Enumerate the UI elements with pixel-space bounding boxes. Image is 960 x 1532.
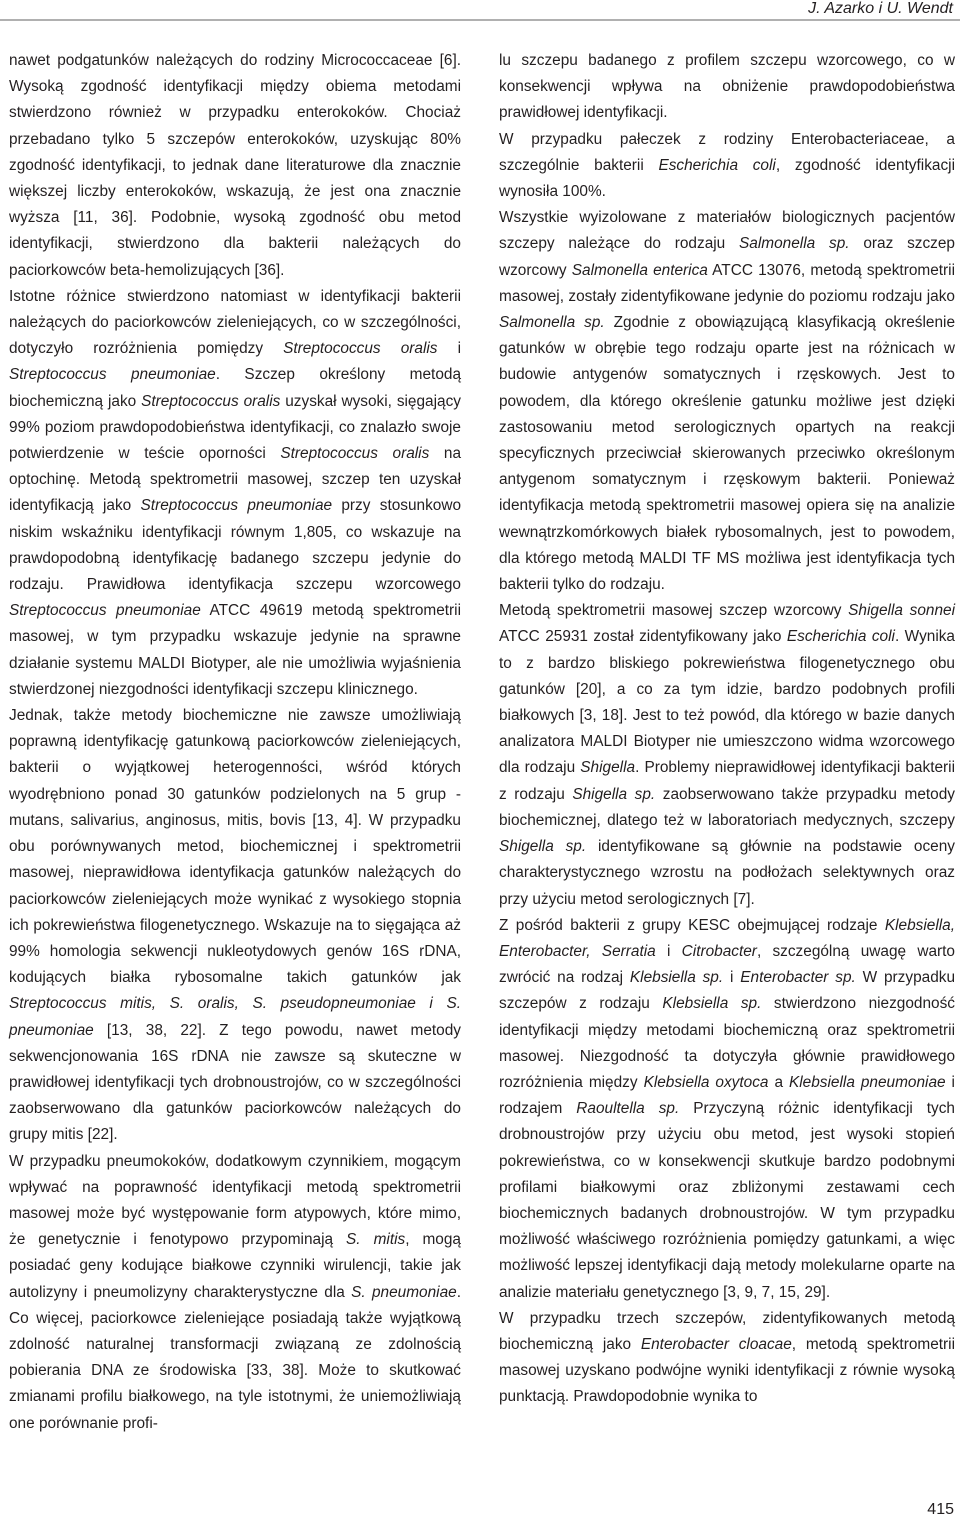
text-run: ATCC 49619 metodą spektrometrii masowej, w tym przypadku wskazuje jedynie na sprawne działanie systemu MALDI Biotyper, ale nie umożliwia wyjaśnienia stwierdzonej niezgodności identyfikacji szczepu klinicznego. — [9, 602, 461, 698]
text-run: Istotne różnice stwierdzono natomiast w identyfikacji bakterii należących do paciorkowców zieleniejących, co w szczególności, dotyczyło rozróżnienia pomiędzy — [9, 287, 461, 358]
italic-text-run: Klebsiella oxytoca — [643, 1073, 769, 1091]
paragraph — [499, 127, 955, 206]
running-head-authors: J. Azarko i U. Wendt — [808, 0, 953, 17]
text-run: identyfikowane są głównie na podstawie oceny charakterystycznego wzrostu na podłożach selektywnych oraz przy użyciu metod serologicznych [7]. — [499, 838, 955, 908]
text-run: . Co więcej, paciorkowce zieleniejące posiadają także wyjątkową zdolność naturalnej transformacji związaną ze zdolnością pobierania DNA ze środowiska [33, 38]. Może to skutkować zmianami profilu białkowego, na tyle istotnymi, że uniemożliwiają one porównanie profi- — [9, 1283, 461, 1432]
text-run: i — [437, 340, 461, 358]
italic-text-run: Streptococcus oralis — [283, 340, 438, 358]
italic-text-run: Salmonella enterica — [571, 261, 708, 279]
italic-text-run: Escherichia coli — [786, 628, 895, 646]
text-run: Zgodnie z obowiązującą klasyfikacją określenie gatunków w obrębie tego rodzaju oparte jest na różnicach w budowie antygenów somatycznych i rzęskowych. Jest to powodem, dla którego określenie gatunku możliwe jest dzięki zastosowaniu metod serologicznych opartych na reakcji specyficznych przeciwciał skierowanych przeciwko określonym antygenom somatycznym i rzęskowym bakterii. Ponieważ identyfikacja metodą spektrometrii masowej opiera się na analizie wewnątrzkomórkowych białek rybosomalnych, jest to powodem, dla którego metodą MALDI TF MS możliwa jest identyfikacja tych bakterii tylko do rodzaju. — [499, 314, 956, 594]
text-run: W przypadku pneumokoków, dodatkowym czynnikiem, mogącym wpływać na poprawność identyfikacji metodą spektrometrii masowej może być występowanie form atypowych, które mimo, że genetycznie i fenotypowo przypominają — [9, 1152, 461, 1249]
text-run: [13, 38, 22]. Z tego powodu, nawet metody sekwencjonowania 16S rDNA nie zawsze są skuteczne w prawidłowej identyfikacji tych drobnoustrojów, co w szczególności zaobserwowano dla gatunków paciorkowców należących do grupy mitis [22]. — [9, 1021, 461, 1144]
paragraph — [9, 284, 461, 703]
paragraph — [499, 598, 955, 912]
text-run: ATCC 25931 został zidentyfikowany jako — [499, 628, 787, 646]
italic-text-run: Streptococcus mitis, S. oralis, S. pseudopneumoniae i S. pneumoniae — [9, 995, 461, 1039]
text-run: . Wynika to z bardzo bliskiego pokrewieństwa filogenetycznego obu gatunków [20], a co za tym idzie, bardzo podobnych profili białkowych [3, 18]. Jest to też powód, dla którego w bazie danych analizatora MALDI Biotyper nie umieszczono widma wzorcowego dla rodzaju — [499, 628, 955, 777]
italic-text-run: Shigella — [580, 759, 636, 777]
text-run: i — [655, 942, 682, 960]
text-run: , zgodność identyfikacji wynosiła 100%. — [499, 156, 955, 201]
italic-text-run: S. mitis — [346, 1231, 406, 1249]
italic-text-run: Streptococcus pneumoniae — [9, 602, 201, 620]
italic-text-run: Shigella sp. — [499, 838, 587, 856]
text-run: Z pośród bakterii z grupy KESC obejmującej rodzaje — [499, 916, 885, 934]
italic-text-run: Klebsiella sp. — [662, 995, 762, 1013]
left-text-column — [9, 48, 461, 1437]
italic-text-run: Klebsiella, Enterobacter, Serratia — [499, 916, 955, 960]
text-run: a — [768, 1073, 789, 1091]
paragraph — [9, 703, 461, 1148]
text-run: lu szczepu badanego z profilem szczepu wzorcowego, co w konsekwencji wpływa na obniżenie prawdopodobieństwa prawidłowej identyfikacji. — [499, 52, 955, 122]
italic-text-run: Klebsiella sp. — [629, 969, 724, 987]
right-text-column — [499, 48, 955, 1411]
paragraph — [499, 205, 955, 598]
text-run: oraz szczep wzorcowy — [499, 235, 955, 279]
text-run: nawet podgatunków należących do rodziny Micrococcaceae [6]. Wysoką zgodność identyfikacji między obiema metodami stwierdzono również w przypadku enterokoków. Chociaż przebadano tylko 5 szczepów enterokoków, uzyskując 80% zgodność identyfikacji, to jednak dane literaturowe dla znacznie większej liczby enterokoków, wskazują, że jest ona znacznie wyższa [11, 36]. Podobnie, wysoką zgodność obu metod identyfikacji, stwierdzono dla bakterii należących do paciorkowców beta-hemolizujących [36]. — [9, 52, 461, 279]
text-run: W przypadku szczepów z rodzaju — [499, 969, 956, 1013]
text-run: Jednak, także metody biochemiczne nie zawsze umożliwiają poprawną identyfikację gatunkową paciorkowców zieleniejących, bakterii o wyjątkowej heterogenności, wśród których wyodrębniono ponad 30 gatunków podzielonych na 5 grup - mutans, salivarius, anginosus, mitis, bovis [13, 4]. W przypadku obu porównywanych metod, biochemicznej i spektrometrii masowej, nieprawidłowa identyfikacja gatunków należących do paciorkowców zieleniejących może wynikać z wysokiego stopnia ich pokrewieństwa filogenetycznego. Wskazuje na to sięgająca aż 99% homologia sekwencji nukleotydowych genów 16S rDNA, kodujących białka rybosomalne takich gatunków jak — [9, 707, 461, 987]
paragraph — [9, 1149, 461, 1437]
italic-text-run: Raoultella sp. — [576, 1100, 680, 1118]
italic-text-run: Klebsiella pneumoniae — [789, 1073, 946, 1091]
text-run: zaobserwowano także przypadku metody biochemicznej, dlatego też w laboratoriach medycznych, szczepy — [499, 785, 955, 829]
paragraph — [499, 48, 955, 127]
text-run: , metodą spektrometrii masowej uzyskano podwójne wyniki identyfikacji z równie wysoką punktacją. Prawdopodobnie wynika to — [499, 1335, 956, 1406]
text-run: i — [723, 969, 741, 987]
text-run: Wszystkie wyizolowane z materiałów biologicznych pacjentów szczepy należące do rodzaju — [499, 209, 955, 253]
italic-text-run: Streptococcus oralis — [280, 445, 430, 463]
paragraph — [9, 48, 461, 284]
italic-text-run: Streptococcus pneumoniae — [9, 366, 216, 384]
running-head — [0, 0, 960, 19]
page-number: 415 — [927, 1501, 954, 1518]
text-run: W przypadku pałeczek z rodziny Enterobacteriaceae, a szczególnie bakterii — [499, 130, 955, 174]
paragraph — [499, 913, 955, 1306]
italic-text-run: Shigella sp. — [572, 785, 656, 803]
text-run: na optochinę. Metodą spektrometrii masowej, szczep ten uzyskał identyfikacją jako — [9, 445, 462, 515]
text-run: Przyczyną różnic identyfikacji tych drobnoustrojów przy użyciu obu metod, jest wysoki stopień pokrewieństwa, co w konsekwencji skutkuje bardzo podobnymi profilami białkowymi oraz zbliżonymi zestawami cech biochemicznych badanych drobnoustrojów. W tym przypadku możliwość właściwego rozróżnienia pomiędzy gatunkami, a więc możliwość lepszej identyfikacji dają metody molekularne oparte na analizie materiału genetycznego [3, 9, 7, 15, 29]. — [499, 1100, 955, 1301]
italic-text-run: Enterobacter cloacae — [640, 1335, 792, 1353]
text-run: i rodzajem — [499, 1073, 955, 1118]
text-run: uzyskał wysoki, sięgający 99% poziom prawdopodobieństwa identyfikacji, co znalazło swoje potwierdzenie w teście oporności — [9, 392, 461, 463]
text-run: W przypadku trzech szczepów, zidentyfikowanych metodą biochemiczną jako — [499, 1309, 955, 1353]
italic-text-run: Salmonella sp. — [499, 314, 605, 332]
italic-text-run: Streptococcus oralis — [141, 392, 281, 410]
paragraph — [499, 1306, 955, 1411]
italic-text-run: Enterobacter sp. — [740, 969, 856, 987]
text-run: . Problemy nieprawidłowej identyfikacji bakterii z rodzaju — [499, 759, 955, 803]
text-run: . Szczep określony metodą biochemiczną jako — [9, 366, 462, 410]
text-run: stwierdzono niezgodność identyfikacji między metodami biochemiczną oraz spektrometrii masowej. Niezgodność ta dotyczyła głównie prawidłowego rozróżnienia między — [499, 995, 955, 1091]
italic-text-run: Shigella sonnei — [848, 602, 955, 620]
italic-text-run: Streptococcus pneumoniae — [140, 497, 333, 515]
text-run: , mogą posiadać geny kodujące białkowe czynniki wirulencji, takie jak autolizyny i pneumolizyny charakterystyczne dla — [9, 1231, 461, 1301]
italic-text-run: Citrobacter — [681, 942, 757, 960]
text-run: Metodą spektrometrii masowej szczep wzorcowy — [499, 602, 849, 620]
italic-text-run: Salmonella sp. — [739, 235, 850, 253]
text-run: ATCC 13076, metodą spektrometrii masowej, zostały zidentyfikowane jedynie do poziomu rodzaju jako — [499, 261, 955, 305]
italic-text-run: S. pneumoniae — [351, 1283, 457, 1301]
italic-text-run: Escherichia coli — [658, 156, 776, 174]
text-run: , szczególną uwagę warto zwrócić na rodzaj — [499, 942, 955, 987]
header-rule — [0, 19, 960, 21]
text-run: przy stosunkowo niskim wskaźniku identyfikacji równym 1,805, co wskazuje na prawdopodobną identyfikację badanego szczepu jedynie do rodzaju. Prawidłowa identyfikacja szczepu wzorcowego — [9, 497, 462, 594]
